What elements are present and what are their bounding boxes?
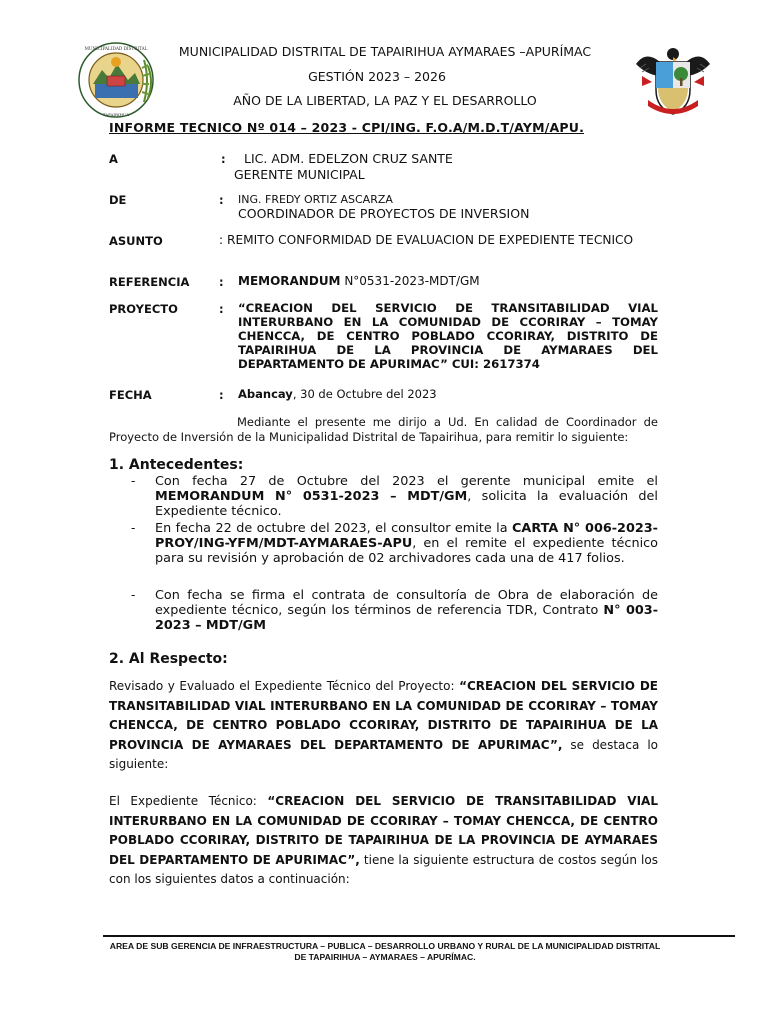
paragraph-bold: “CREACION DEL SERVICIO DE TRANSITABILIDAD VIAL INTERURBANO EN LA COMUNIDAD DE CCORIRAY – TOMAY CHENCCA, DE CENTRO POBLADO CCORIRAY, DISTRITO DE TAPAIRIHUA DE LA PROVINCIA DE AYMARAES DEL DEPARTAMENTO DE APURIMAC”, xyxy=(109,794,658,867)
list-item xyxy=(155,588,658,634)
header-term: GESTIÓN 2023 – 2026 xyxy=(308,69,446,84)
coat-of-arms-icon xyxy=(632,42,714,120)
colon: : xyxy=(219,233,224,247)
field-label-asunto: ASUNTO xyxy=(109,234,163,248)
list-item-text: , en el remite el expediente técnico para su revisión y aprobación de 02 archivadores cada una de 417 folios. xyxy=(155,536,658,567)
colon: : xyxy=(219,388,224,402)
project-name: “CREACION DEL SERVICIO DE TRANSITABILIDAD VIAL INTERURBANO EN LA COMUNIDAD DE CCORIRAY – TOMAY CHENCCA, DE CENTRO POBLADO CCORIRAY, DISTRITO DE TAPAIRIHUA DE LA PROVINCIA DE AYMARAES DEL DEPARTAMENTO DE APURIMAC” CUI: 2617374 xyxy=(238,301,658,371)
paragraph-text: El Expediente Técnico: xyxy=(109,794,268,808)
section-antecedentes-title: 1. Antecedentes: xyxy=(109,457,244,473)
date-city: Abancay xyxy=(238,387,293,401)
list-item xyxy=(155,521,658,567)
bullet-dash: - xyxy=(131,521,136,535)
list-item-text: , solicita la evaluación del Expediente técnico. xyxy=(155,489,658,520)
section-al-respecto-title: 2. Al Respecto: xyxy=(109,651,228,667)
paragraph-text: Revisado y Evaluado el Expediente Técnico del Proyecto: xyxy=(109,679,460,693)
intro-paragraph: Mediante el presente me dirijo a Ud. En calidad de Coordinador de Proyecto de Inversión de la Municipalidad Distrital de Tapairihua, para remitir lo siguiente: xyxy=(109,415,658,444)
colon: : xyxy=(219,302,224,316)
subject-value xyxy=(219,233,658,248)
reference-bold: MEMORANDUM xyxy=(238,274,341,288)
sender-title: COORDINADOR DE PROYECTOS DE INVERSION xyxy=(238,206,530,221)
list-item-text: Con fecha se firma el contrata de consultoría de Obra de elaboración de expediente técnico, según los términos de referencia TDR, Contrato xyxy=(155,588,658,619)
footer-divider xyxy=(103,935,735,937)
header-year-motto: AÑO DE LA LIBERTAD, LA PAZ Y EL DESARROLLO xyxy=(233,93,537,108)
colon: : xyxy=(219,275,224,289)
list-item-text: En fecha 22 de octubre del 2023, el consultor emite la xyxy=(155,521,513,536)
paragraph-text: se destaca lo siguiente: xyxy=(109,737,659,771)
field-label-referencia: REFERENCIA xyxy=(109,275,190,289)
footer-line: AREA DE SUB GERENCIA DE INFRAESTRUCTURA – PUBLICA – DESARROLLO URBANO Y RURAL DE LA MUNICIPALIDAD DISTRITAL xyxy=(109,941,661,951)
reference-value xyxy=(238,274,480,288)
field-label-fecha: FECHA xyxy=(109,388,152,402)
respecto-paragraph xyxy=(109,677,658,775)
list-item-bold: MEMORANDUM N° 0531-2023 – MDT/GM xyxy=(155,489,468,505)
list-item-bold: CARTA N° 006-2023-PROY/ING-YFM/MDT-AYMARAES-APU xyxy=(155,521,658,552)
list-item xyxy=(155,474,658,520)
field-label-proyecto: PROYECTO xyxy=(109,302,178,316)
header-municipality: MUNICIPALIDAD DISTRITAL DE TAPAIRIHUA AYMARAES –APURÍMAC xyxy=(178,44,592,59)
list-item-bold: N° 003- 2023 – MDT/GM xyxy=(155,603,658,634)
report-title: INFORME TECNICO Nº 014 – 2023 - CPI/ING. F.O.A/M.D.T/AYM/APU. xyxy=(109,120,585,135)
recipient-name: LIC. ADM. EDELZON CRUZ SANTE xyxy=(244,151,453,166)
recipient-title: GERENTE MUNICIPAL xyxy=(234,167,365,182)
svg-text:MUNICIPALIDAD DISTRITAL: MUNICIPALIDAD DISTRITAL xyxy=(84,46,148,51)
bullet-dash: - xyxy=(131,474,136,488)
paragraph-text: tiene la siguiente estructura de costos según los con los siguientes datos a continuación: xyxy=(109,852,658,886)
expediente-paragraph xyxy=(109,792,658,890)
colon: : xyxy=(221,152,226,166)
bullet-dash: - xyxy=(131,588,136,602)
subject-text: REMITO CONFORMIDAD DE EVALUACION DE EXPEDIENTE TECNICO xyxy=(226,233,634,247)
date-text: , 30 de Octubre del 2023 xyxy=(292,387,437,401)
field-label-a: A xyxy=(109,152,118,166)
field-label-de: DE xyxy=(109,193,127,207)
reference-number: N°0531-2023-MDT/GM xyxy=(340,274,480,288)
footer xyxy=(105,941,665,963)
list-item-text: Con fecha 27 de Octubre del 2023 el gerente municipal emite el xyxy=(155,474,658,489)
colon: : xyxy=(219,193,224,207)
svg-text:TAPAIRIHUA: TAPAIRIHUA xyxy=(102,112,130,117)
paragraph-bold: “CREACION DEL SERVICIO DE TRANSITABILIDAD VIAL INTERURBANO EN LA COMUNIDAD DE CCORIRAY – TOMAY CHENCCA, DE CENTRO POBLADO CCORIRAY, DISTRITO DE TAPAIRIHUA DE LA PROVINCIA DE AYMARAES DEL DEPARTAMENTO DE APURIMAC”, xyxy=(109,679,658,752)
date-value xyxy=(238,387,437,401)
footer-line: DE TAPAIRIHUA – AYMARAES – APURÍMAC. xyxy=(294,952,476,962)
sender-name: ING. FREDY ORTIZ ASCARZA xyxy=(238,193,393,206)
